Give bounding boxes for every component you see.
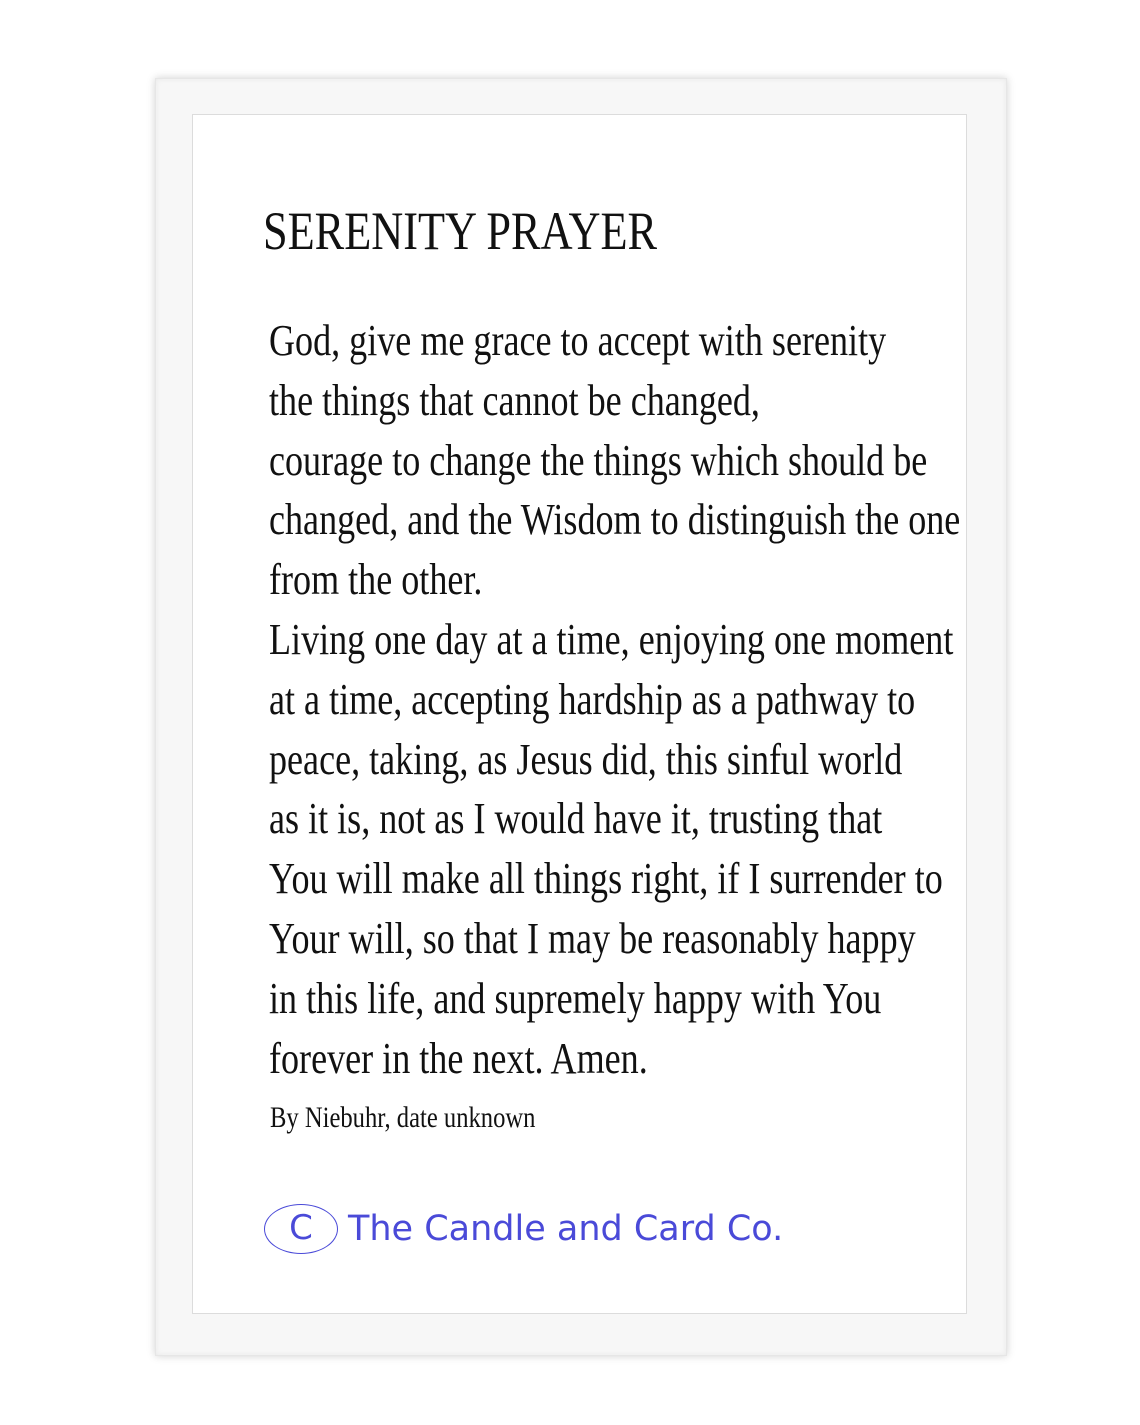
prayer-line: courage to change the things which should be	[269, 435, 928, 485]
prayer-line: the things that cannot be changed,	[269, 375, 760, 425]
prayer-line: Your will, so that I may be reasonably happy	[269, 913, 916, 963]
company-name: The Candle and Card Co.	[348, 1209, 784, 1249]
prayer-line: peace, taking, as Jesus did, this sinful world	[269, 734, 903, 784]
page-title: SERENITY PRAYER	[263, 201, 658, 261]
prayer-line: at a time, accepting hardship as a pathway to	[269, 674, 916, 724]
prayer-line: forever in the next. Amen.	[269, 1033, 648, 1083]
prayer-line: changed, and the Wisdom to distinguish the one	[269, 495, 961, 545]
prayer-line: Living one day at a time, enjoying one moment	[269, 614, 954, 664]
author-byline: By Niebuhr, date unknown	[270, 1101, 536, 1134]
copyright-icon: C	[264, 1204, 338, 1254]
prayer-text	[269, 311, 960, 1088]
prayer-line: You will make all things right, if I surrender to	[269, 854, 943, 904]
prayer-line: as it is, not as I would have it, trusting that	[269, 794, 883, 844]
prayer-line: in this life, and supremely happy with You	[269, 973, 882, 1023]
prayer-line: God, give me grace to accept with serenity	[269, 316, 887, 365]
prayer-line: from the other.	[269, 555, 483, 605]
